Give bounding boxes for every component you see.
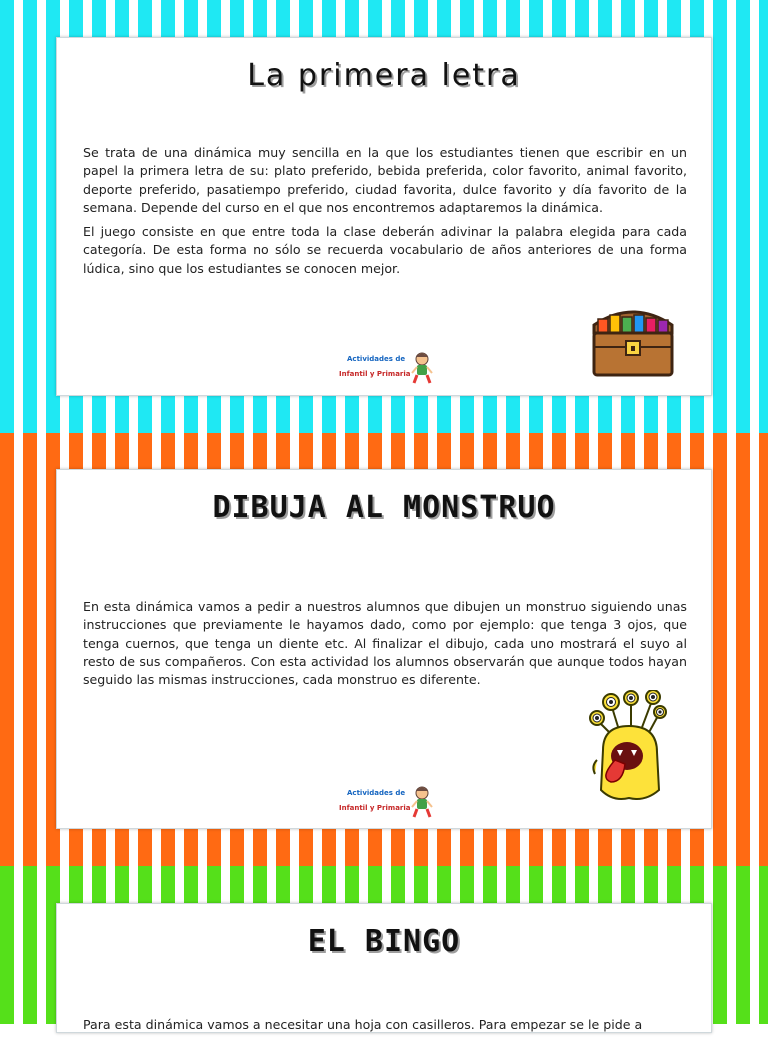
card-title: EL BINGO xyxy=(307,924,461,959)
logo-line2: Infantil y Primaria xyxy=(339,804,411,812)
card-dibuja-monstruo xyxy=(56,469,712,829)
card-primera-letra xyxy=(56,37,712,396)
card-body xyxy=(83,1016,687,1040)
site-logo xyxy=(337,352,433,386)
card-el-bingo xyxy=(56,903,712,1033)
card-body xyxy=(83,598,687,695)
card-paragraph: El juego consiste en que entre toda la clase deberán adivinar la palabra elegida para cada categoría. De esta forma no sólo se recuerda vocabulario de años anteriores de una forma lúdica, sino que los estudiantes se conocen mejor. xyxy=(83,224,687,276)
site-logo xyxy=(337,786,433,820)
card-paragraph: En esta dinámica vamos a pedir a nuestros alumnos que dibujen un monstruo siguiendo unas instrucciones que previamente le hayamos dado, como por ejemplo: que tenga 3 ojos, que tenga cuernos, que tenga un diente etc. Al finalizar el dibujo, cada uno mostrará el suyo al resto de sus compañeros. Con esta actividad los alumnos observarán que aunque todos hayan seguido las mismas instrucciones, cada monstruo es diferente. xyxy=(83,599,687,688)
card-title: La primera letra xyxy=(247,58,521,93)
card-title: DIBUJA AL MONSTRUO xyxy=(212,490,556,525)
kid-mascot-icon xyxy=(411,352,433,384)
card-paragraph: Para esta dinámica vamos a necesitar una hoja con casilleros. Para empezar se le pide a xyxy=(83,1017,643,1032)
logo-line1: Actividades de xyxy=(347,789,406,797)
card-paragraph: Se trata de una dinámica muy sencilla en la que los estudiantes tienen que escribir en un papel la primera letra de su: plato preferido, bebida preferida, color favorito, animal favorito, deporte preferido, pasatiempo preferido, ciudad favorita, dulce favorito y día favorito de la semana. Depende del curso en el que nos encontremos adaptaremos la dinámica. xyxy=(83,145,687,215)
card-body xyxy=(83,144,687,284)
logo-line2: Infantil y Primaria xyxy=(339,370,411,378)
monster-icon xyxy=(589,690,669,802)
kid-mascot-icon xyxy=(411,786,433,818)
logo-line1: Actividades de xyxy=(347,355,406,363)
treasure-chest-icon xyxy=(590,303,676,379)
